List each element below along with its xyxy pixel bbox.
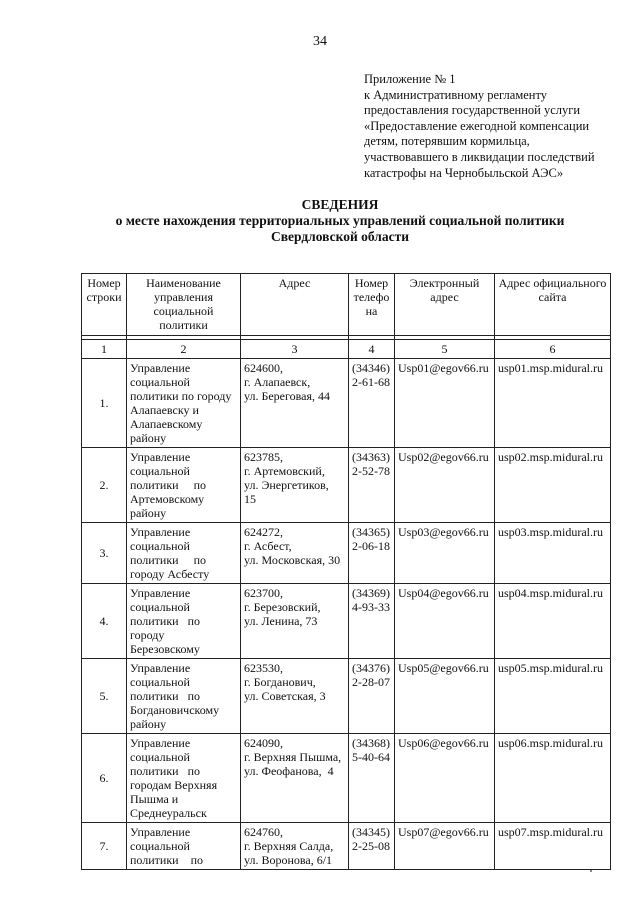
cell-line: 4-93-33 [352, 600, 390, 614]
header-cell [395, 274, 495, 336]
office-website: usp03.msp.midural.ru [495, 523, 611, 584]
cell-line: г. Богданович, [244, 675, 316, 689]
document-subtitle-line: о месте нахождения территориальных управлений социальной политики [115, 213, 565, 228]
office-website: usp05.msp.midural.ru [495, 659, 611, 734]
cell-line: социальной [130, 675, 190, 689]
cell-line: Управление [130, 450, 191, 464]
cell-line: политики по городу [130, 389, 232, 403]
cell-line: Среднеуральск [130, 806, 207, 820]
cell-line: г. Березовский, [244, 600, 321, 614]
row-number: 1. [82, 359, 127, 448]
office-email: Usp02@egov66.ru [395, 448, 495, 523]
header-cell [349, 274, 395, 336]
cell-line: 624760, [244, 825, 283, 839]
cell-line: Управление [130, 525, 191, 539]
header-cell [241, 274, 349, 336]
cell-line: Номер [354, 276, 389, 290]
cell-line: 2-52-78 [352, 464, 390, 478]
appendix-line: Приложение № 1 [364, 72, 456, 86]
cell-line: Богдановичскому [130, 703, 220, 717]
cell-line: ул. Московская, 30 [244, 553, 341, 567]
office-name [127, 448, 241, 523]
cell-line: строки [86, 290, 122, 304]
cell-line: Управление [130, 586, 191, 600]
cell-line: ул. Феофанова, 4 [244, 764, 334, 778]
table-row [82, 659, 611, 734]
index-cell: 6 [495, 340, 611, 359]
office-address [241, 523, 349, 584]
row-number: 4. [82, 584, 127, 659]
cell-line: району [130, 506, 167, 520]
page-number: 34 [313, 34, 327, 49]
cell-line: 2-06-18 [352, 539, 390, 553]
office-name [127, 359, 241, 448]
row-number: 6. [82, 734, 127, 823]
cell-line: району [130, 431, 167, 445]
cell-line: городу [130, 628, 165, 642]
office-email: Usp03@egov66.ru [395, 523, 495, 584]
table-row [82, 584, 611, 659]
cell-line: управления [154, 290, 213, 304]
cell-line: политики по [130, 614, 201, 628]
cell-line: Пышма и [130, 792, 179, 806]
office-address [241, 359, 349, 448]
cell-line: социальной [130, 600, 190, 614]
cell-line: городам Верхняя [130, 778, 218, 792]
office-phone [349, 359, 395, 448]
cell-line: 623785, [244, 450, 283, 464]
office-email: Usp06@egov66.ru [395, 734, 495, 823]
office-email: Usp01@egov66.ru [395, 359, 495, 448]
cell-line: 2-28-07 [352, 675, 390, 689]
cell-line: социальной [130, 539, 190, 553]
index-cell: 5 [395, 340, 495, 359]
cell-line: политики [159, 318, 208, 332]
cell-line: на [365, 304, 378, 318]
cell-line: Артемовскому [130, 492, 205, 506]
index-cell: 2 [127, 340, 241, 359]
table-row [82, 359, 611, 448]
cell-line: г. Верхняя Салда, [244, 839, 334, 853]
office-website: usp04.msp.midural.ru [495, 584, 611, 659]
cell-line: Управление [130, 661, 191, 675]
office-phone [349, 734, 395, 823]
office-address [241, 734, 349, 823]
row-number: 7. [82, 823, 127, 870]
appendix-line: участвовавшего в ликвидации последствий [364, 149, 595, 164]
header-cell [82, 274, 127, 336]
cell-line: сайта [538, 290, 567, 304]
office-name [127, 659, 241, 734]
document-heading [0, 197, 640, 245]
cell-line: (34369) [352, 586, 390, 600]
office-phone [349, 584, 395, 659]
cell-line: 624600, [244, 361, 283, 375]
cell-line: (34363) [352, 450, 390, 464]
cell-line: социальной [130, 464, 190, 478]
cell-line: г. Артемовский, [244, 464, 325, 478]
cell-line: социальной [130, 375, 190, 389]
cell-line: социальной [130, 839, 190, 853]
cell-line: г. Верхняя Пышма, [244, 750, 342, 764]
header-cell [495, 274, 611, 336]
office-phone [349, 823, 395, 870]
cell-line: ул. Воронова, 6/1 [244, 853, 333, 867]
cell-line: политики по [130, 553, 207, 567]
scan-dot [590, 870, 592, 872]
cell-line: Электронный [409, 276, 480, 290]
cell-line: (34368) [352, 736, 390, 750]
office-address [241, 584, 349, 659]
appendix-line: катастрофы на Чернобыльской АЭС» [364, 165, 564, 180]
office-name [127, 734, 241, 823]
document-title: СВЕДЕНИЯ [301, 197, 379, 212]
cell-line: (34346) [352, 361, 390, 375]
cell-line: (34345) [352, 825, 390, 839]
row-number: 5. [82, 659, 127, 734]
cell-line: городу Асбесту [130, 567, 210, 581]
row-number: 2. [82, 448, 127, 523]
office-address [241, 823, 349, 870]
cell-line: социальной [130, 750, 190, 764]
office-name [127, 523, 241, 584]
office-email: Usp07@egov66.ru [395, 823, 495, 870]
index-cell: 3 [241, 340, 349, 359]
cell-line: 623530, [244, 661, 283, 675]
cell-line: телефо [353, 290, 390, 304]
header-cell [127, 274, 241, 336]
cell-line: Управление [130, 825, 191, 839]
cell-line: 623700, [244, 586, 283, 600]
cell-line: Наименование [146, 276, 221, 290]
cell-line: 15 [244, 492, 256, 506]
cell-line: 624090, [244, 736, 283, 750]
table-row [82, 823, 611, 870]
cell-line: г. Алапаевск, [244, 375, 311, 389]
office-name [127, 584, 241, 659]
cell-line: социальной [153, 304, 214, 318]
cell-line: политики по [130, 478, 207, 492]
office-email: Usp05@egov66.ru [395, 659, 495, 734]
office-phone [349, 448, 395, 523]
cell-line: Номер [87, 276, 121, 290]
office-address [241, 659, 349, 734]
document-subtitle-line: Свердловской области [270, 229, 410, 244]
cell-line: Адрес официального [498, 276, 607, 290]
office-website: usp07.msp.midural.ru [495, 823, 611, 870]
cell-line: району [130, 717, 167, 731]
cell-line: Березовскому [130, 642, 200, 656]
cell-line: Управление [130, 361, 191, 375]
cell-line: политики по [130, 689, 201, 703]
office-phone [349, 523, 395, 584]
cell-line: ул. Энергетиков, [244, 478, 329, 492]
office-website: usp02.msp.midural.ru [495, 448, 611, 523]
cell-line: политики по [130, 764, 201, 778]
index-cell: 1 [82, 340, 127, 359]
cell-line: ул. Береговая, 44 [244, 389, 330, 403]
appendix-line: «Предоставление ежегодной компенсации [364, 118, 590, 133]
index-cell: 4 [349, 340, 395, 359]
appendix-line: к Административному регламенту [364, 87, 548, 102]
appendix-line: предоставления государственной услуги [364, 103, 581, 118]
office-website: usp06.msp.midural.ru [495, 734, 611, 823]
table-row [82, 734, 611, 823]
offices-table [81, 273, 611, 870]
cell-line: Алапаевску и [130, 403, 199, 417]
cell-line: 2-25-08 [352, 839, 390, 853]
cell-line: (34365) [352, 525, 390, 539]
cell-line: ул. Ленина, 73 [244, 614, 318, 628]
table-header-row [82, 274, 611, 336]
appendix-line: детям, потерявшим кормильца, [364, 134, 530, 149]
appendix-note [364, 72, 634, 181]
cell-line: г. Асбест, [244, 539, 292, 553]
office-address [241, 448, 349, 523]
table-row [82, 448, 611, 523]
cell-line: 5-40-64 [352, 750, 390, 764]
office-phone [349, 659, 395, 734]
office-name [127, 823, 241, 870]
cell-line: 624272, [244, 525, 283, 539]
office-email: Usp04@egov66.ru [395, 584, 495, 659]
table-row [82, 523, 611, 584]
cell-line: адрес [430, 290, 459, 304]
cell-line: ул. Советская, 3 [244, 689, 326, 703]
cell-line: 2-61-68 [352, 375, 390, 389]
cell-line: (34376) [352, 661, 390, 675]
row-number: 3. [82, 523, 127, 584]
cell-line: Алапаевскому [130, 417, 203, 431]
cell-line: Адрес [278, 276, 311, 290]
column-index-row [82, 340, 611, 359]
cell-line: Управление [130, 736, 191, 750]
office-website: usp01.msp.midural.ru [495, 359, 611, 448]
cell-line: политики по [130, 853, 204, 867]
